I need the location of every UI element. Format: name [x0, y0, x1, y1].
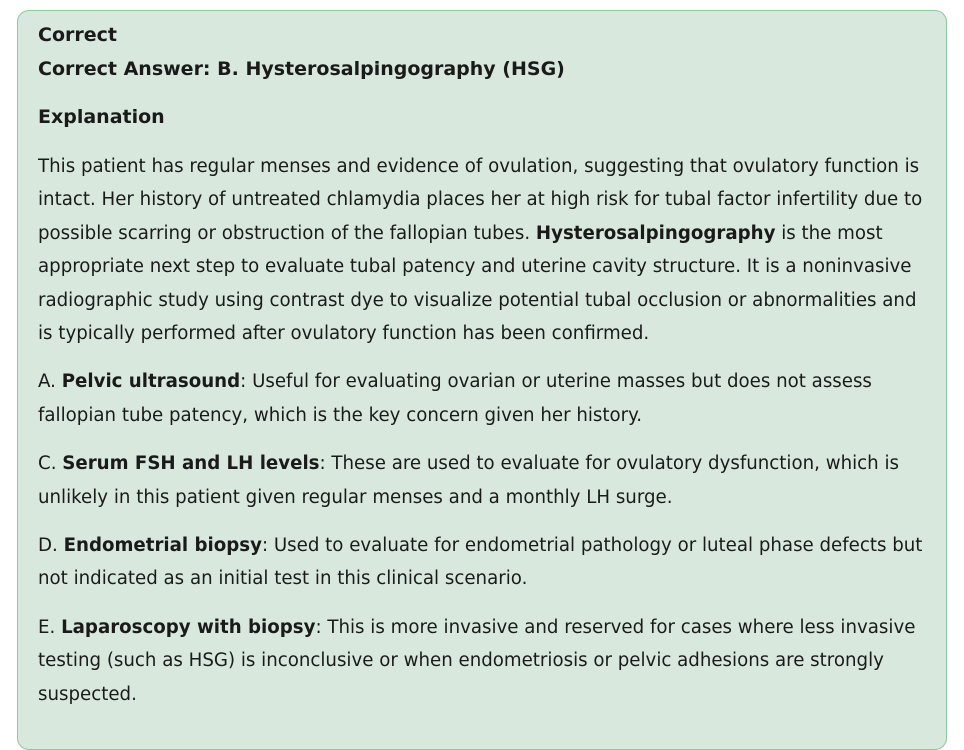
result-status: Correct	[38, 24, 117, 46]
option-letter: C.	[38, 453, 63, 475]
option-explanation-c	[38, 447, 926, 514]
option-explanation-a	[38, 365, 926, 432]
explanation-card	[17, 10, 947, 750]
option-text: : This is more invasive and reserved for cases where less invasive testing (such as HSG) is inconclusive or when endometriosis or pelvic adhesions are strongly suspected.	[38, 616, 916, 705]
explanation-heading: Explanation	[38, 106, 165, 128]
option-text: : Useful for evaluating ovarian or uterine masses but does not assess fallopian tube patency, which is the key concern given her history.	[38, 371, 872, 426]
intro-bold-term: Hysterosalpingography	[535, 222, 776, 244]
option-term: Serum FSH and LH levels	[62, 453, 320, 475]
intro-text-after: is the most appropriate next step to evaluate tubal patency and uterine cavity structure. It is a noninvasive radiographic study using contrast dye to visualize potential tubal occlusion or abnormalities and is typically performed after ovulatory function has been confirmed.	[38, 222, 917, 345]
explanation-intro	[38, 150, 926, 350]
option-letter: E.	[38, 616, 62, 638]
option-letter: D.	[38, 535, 64, 557]
intro-text-before: This patient has regular menses and evidence of ovulation, suggesting that ovulatory function is intact. Her history of untreated chlamydia places her at high risk for tubal factor infertility due to possible scarring or obstruction of the fallopian tubes.	[38, 156, 923, 244]
correct-answer: Correct Answer: B. Hysterosalpingography (HSG)	[38, 58, 565, 80]
option-letter: A.	[38, 371, 62, 393]
option-text: : These are used to evaluate for ovulatory dysfunction, which is unlikely in this patient given regular menses and a monthly LH surge.	[38, 453, 899, 508]
option-term: Laparoscopy with biopsy	[61, 616, 316, 638]
option-explanation-e	[38, 611, 926, 711]
option-text: : Used to evaluate for endometrial pathology or luteal phase defects but not indicated as an initial test in this clinical scenario.	[38, 535, 923, 590]
option-term: Pelvic ultrasound	[61, 371, 241, 393]
option-term: Endometrial biopsy	[63, 535, 262, 557]
option-explanation-d	[38, 529, 926, 596]
